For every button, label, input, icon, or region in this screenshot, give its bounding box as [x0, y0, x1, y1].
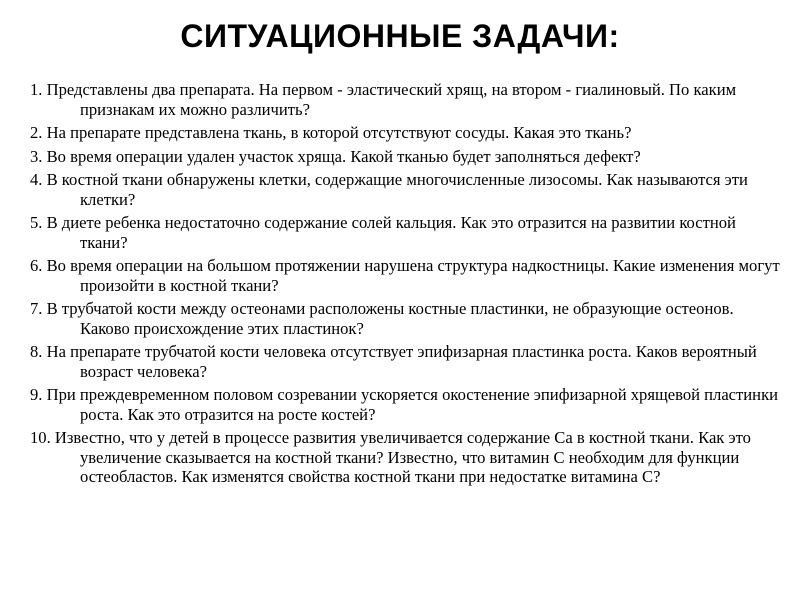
- task-item: 1. Представлены два препарата. На первом - эластический хрящ, на втором - гиалиновый. По каким признакам их можно различить?: [30, 80, 737, 119]
- task-item: 4. В костной ткани обнаружены клетки, содержащие многочисленные лизосомы. Как называются эти клетки?: [30, 170, 748, 209]
- task-item: 9. При преждевременном половом созревании ускоряется окостенение эпифизарной хрящевой пластинки роста. Как это отразится на росте костей?: [30, 385, 779, 424]
- task-item: 8. На препарате трубчатой кости человека отсутствует эпифизарная пластинка роста. Каков вероятный возраст человека?: [30, 342, 757, 381]
- task-item: 2. На препарате представлена ткань, в которой отсутствуют сосуды. Какая это ткань?: [30, 123, 632, 142]
- task-item: 6. Во время операции на большом протяжении нарушена структура надкостницы. Какие изменения могут произойти в костной ткани?: [30, 256, 780, 295]
- task-item: 5. В диете ребенка недостаточно содержание солей кальция. Как это отразится на развитии костной ткани?: [30, 213, 736, 252]
- task-item: 3. Во время операции удален участок хряща. Какой тканью будет заполняться дефект?: [30, 146, 641, 166]
- task-item: 10. Известно, что у детей в процессе развития увеличивается содержание Са в костной ткани. Как это увеличение сказывается на костной ткани? Известно, что витамин С необходим для функции остеобластов. Как изменятся свойства костной ткани при недостатке витамина С?: [30, 428, 751, 486]
- slide-title: СИТУАЦИОННЫЕ ЗАДАЧИ:: [180, 18, 620, 54]
- task-list: [30, 80, 782, 491]
- task-item: 7. В трубчатой кости между остеонами расположены костные пластинки, не образующие остеонов. Каково происхождение этих пластинок?: [30, 299, 734, 338]
